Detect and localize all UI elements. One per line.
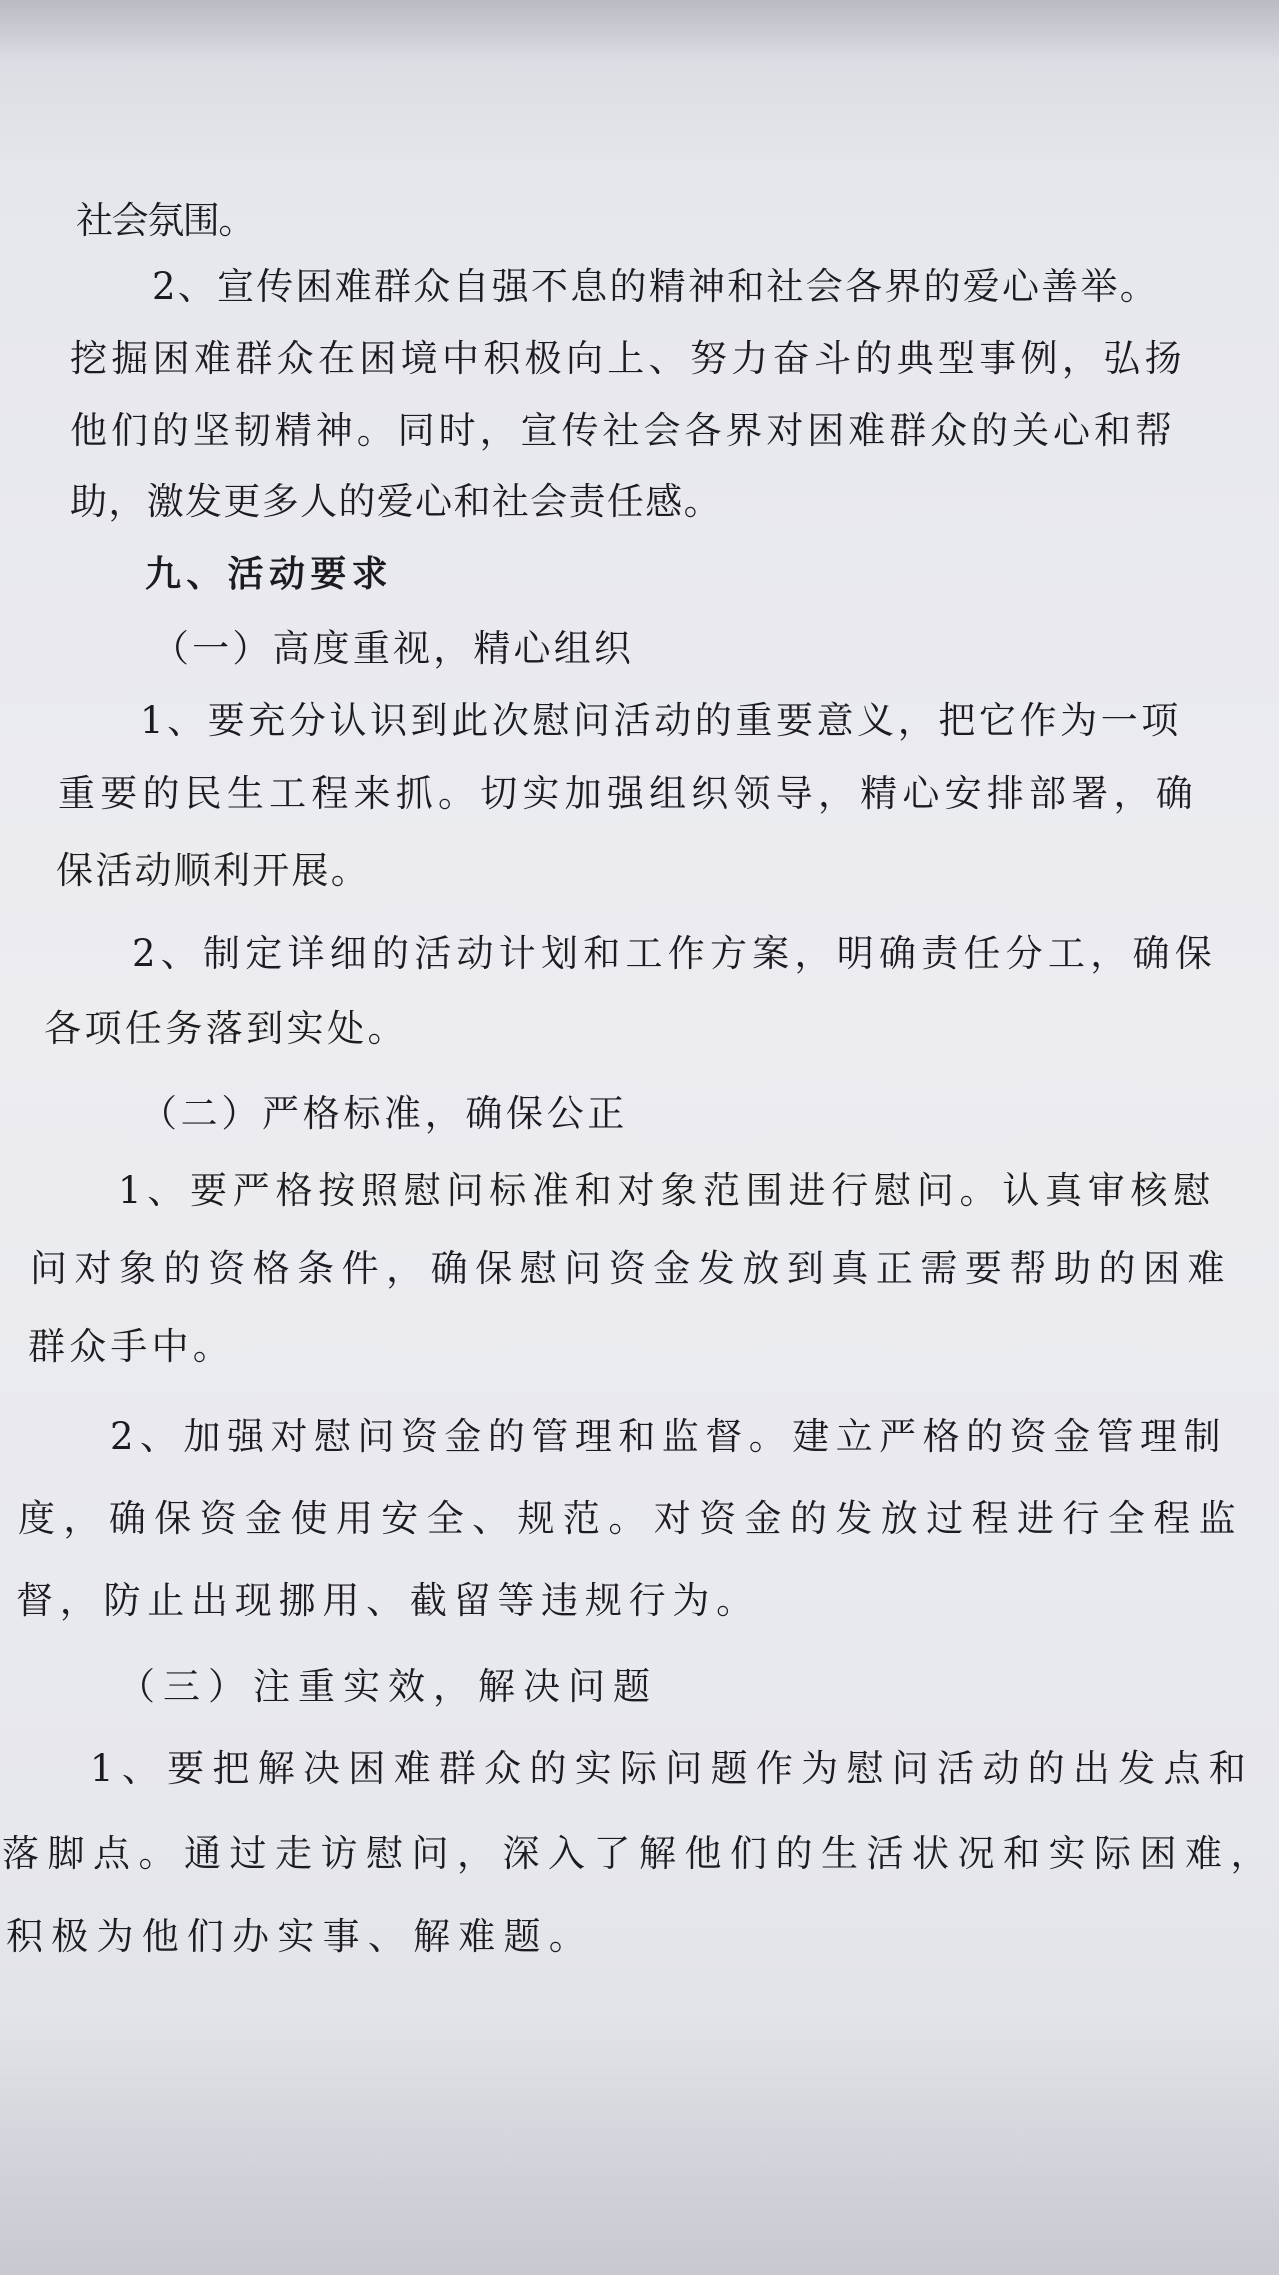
text-line: 督，防止出现挪用、截留等违规行为。 bbox=[16, 1579, 760, 1622]
section-heading: 九、活动要求 bbox=[145, 554, 393, 595]
text-line: 1、要把解决困难群众的实际问题作为慰问活动的出发点和 bbox=[90, 1747, 1255, 1790]
text-line: 2、加强对慰问资金的管理和监督。建立严格的资金管理制 bbox=[110, 1415, 1228, 1458]
text-line: 度，确保资金使用安全、规范。对资金的发放过程进行全程监 bbox=[18, 1497, 1245, 1540]
text-line: 1、要严格按照慰问标准和对象范围进行慰问。认真审核慰 bbox=[118, 1169, 1217, 1212]
text-line: 他们的坚韧精神。同时，宣传社会各界对困难群众的关心和帮 bbox=[70, 409, 1176, 452]
text-line: 各项任务落到实处。 bbox=[44, 1007, 408, 1050]
text-line: 挖掘困难群众在困境中积极向上、努力奋斗的典型事例，弘扬 bbox=[70, 337, 1186, 380]
page-shadow-top bbox=[0, 0, 1279, 60]
text-line: 问对象的资格条件，确保慰问资金发放到真正需要帮助的困难 bbox=[30, 1247, 1233, 1290]
text-line: 助，激发更多人的爱心和社会责任感。 bbox=[70, 480, 722, 523]
text-line: 重要的民生工程来抓。切实加强组织领导，精心安排部署，确 bbox=[58, 772, 1198, 815]
text-line: 群众手中。 bbox=[28, 1325, 234, 1368]
subsection-heading: （二）严格标准，确保公正 bbox=[140, 1092, 629, 1135]
text-line: 2、制定详细的活动计划和工作方案，明确责任分工，确保 bbox=[132, 932, 1218, 975]
text-line: 落脚点。通过走访慰问，深入了解他们的生活状况和实际困难， bbox=[2, 1832, 1276, 1875]
page-shadow-bottom bbox=[0, 2015, 1279, 2275]
text-line: 1、要充分认识到此次慰问活动的重要意义，把它作为一项 bbox=[140, 699, 1182, 742]
subsection-heading: （三）注重实效，解决问题 bbox=[118, 1665, 658, 1708]
text-line: 社会氛围。 bbox=[76, 199, 254, 242]
text-line: 2、宣传困难群众自强不息的精神和社会各界的爱心善举。 bbox=[152, 265, 1160, 308]
subsection-heading: （一）高度重视，精心组织 bbox=[152, 627, 635, 670]
text-line: 积极为他们办实事、解难题。 bbox=[6, 1915, 594, 1958]
text-line: 保活动顺利开展。 bbox=[56, 849, 370, 892]
